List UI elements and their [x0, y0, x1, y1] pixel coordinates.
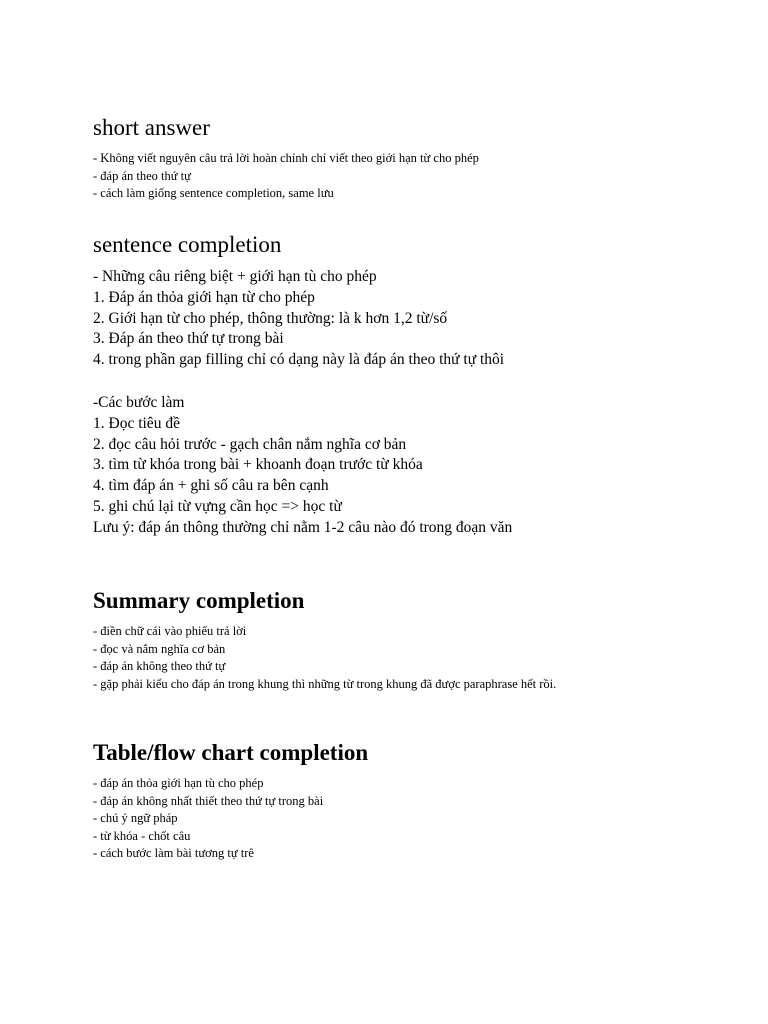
list-item: - đáp án không nhất thiết theo thứ tự trong bài: [93, 793, 324, 808]
section-sentence-completion: [93, 233, 733, 256]
summary-completion-notes: [93, 623, 733, 693]
list-item: 2. Giới hạn từ cho phép, thông thường: là k hơn 1,2 từ/số: [93, 309, 448, 327]
section-heading: short answer: [93, 115, 210, 140]
section-heading: Table/flow chart completion: [93, 740, 369, 765]
list-item: 2. đọc câu hỏi trước - gạch chân nắm nghĩa cơ bản: [93, 435, 407, 453]
section-summary-completion: [93, 589, 733, 612]
list-item: 1. Đọc tiêu đề: [93, 414, 180, 432]
list-item: 3. Đáp án theo thứ tự trong bài: [93, 330, 284, 348]
list-item: 4. tìm đáp án + ghi số câu ra bên cạnh: [93, 477, 329, 495]
list-item: - đáp án theo thứ tự: [93, 168, 191, 183]
list-item: 3. tìm từ khóa trong bài + khoanh đoạn trước từ khóa: [93, 456, 423, 474]
section-short-answer: [93, 116, 733, 139]
list-item: - Không viết nguyên câu trả lời hoàn chỉnh chỉ viết theo giới hạn từ cho phép: [93, 151, 479, 165]
list-item: - chú ý ngữ pháp: [93, 811, 178, 825]
list-item: - đáp án thỏa giới hạn tù cho phép: [93, 776, 264, 790]
section-table-flow-completion: [93, 741, 733, 764]
list-item: 1. Đáp án thỏa giới hạn từ cho phép: [93, 288, 315, 306]
sentence-completion-steps: [93, 393, 733, 539]
list-item: - đọc và nắm nghĩa cơ bản: [93, 641, 226, 656]
list-item: 4. trong phần gap filling chỉ có dạng này là đáp án theo thứ tự thôi: [93, 351, 505, 369]
list-item: 5. ghi chú lại từ vựng cần học => học từ: [93, 497, 342, 515]
list-item: - Những câu riêng biệt + giới hạn tù cho phép: [93, 268, 377, 285]
list-item: - điền chữ cái vào phiếu trả lời: [93, 624, 247, 638]
short-answer-notes: [93, 150, 733, 203]
section-heading: sentence completion: [93, 232, 282, 257]
list-item: Lưu ý: đáp án thông thường chỉ nằm 1-2 câu nào đó trong đoạn văn: [93, 518, 513, 536]
section-heading: Summary completion: [93, 588, 305, 613]
list-item: - cách làm giống sentence completion, same lưu: [93, 186, 334, 200]
list-item: -Các bước làm: [93, 394, 185, 411]
list-item: - từ khóa - chốt câu: [93, 828, 191, 843]
table-flow-notes: [93, 775, 733, 863]
sentence-completion-notes: [93, 267, 733, 371]
list-item: - cách bước làm bài tương tự trê: [93, 846, 254, 860]
list-item: - gặp phải kiểu cho đáp án trong khung thì những từ trong khung đã được paraphrase hết rồi.: [93, 676, 557, 691]
list-item: - đáp án không theo thứ tự: [93, 659, 226, 673]
